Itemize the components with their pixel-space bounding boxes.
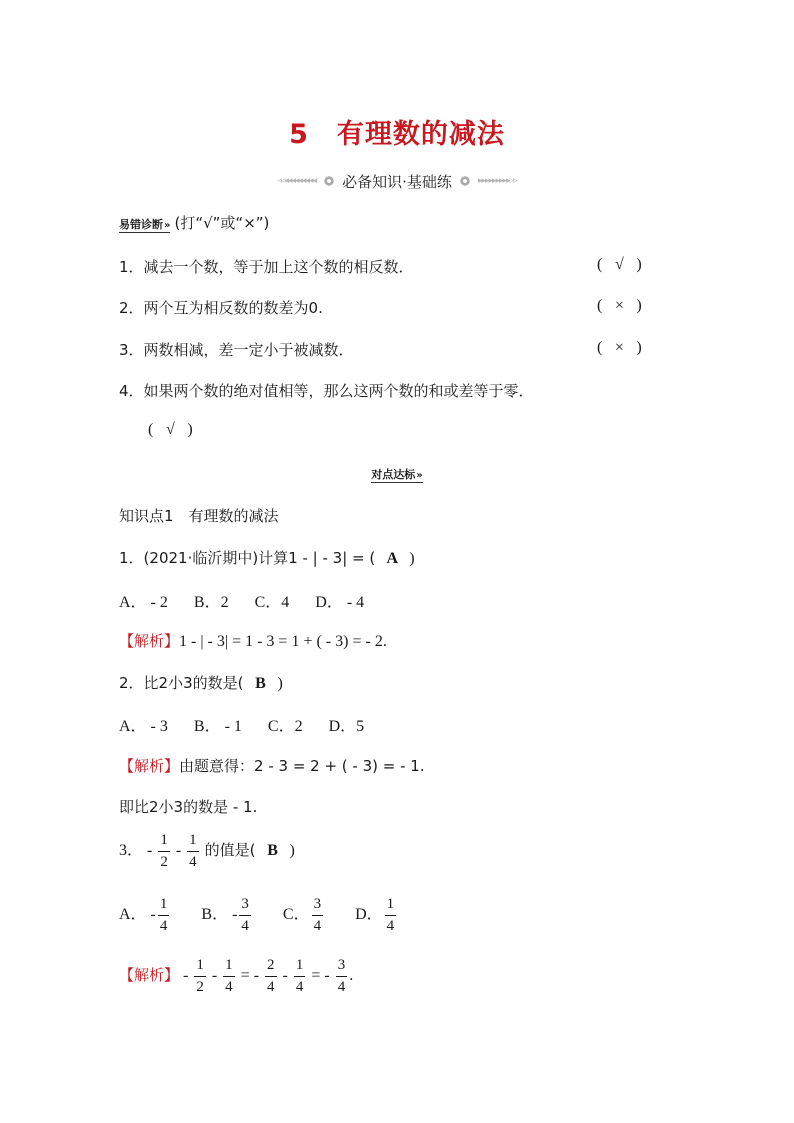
circle-ornament-icon (460, 176, 470, 186)
q1-option-b: B．2 (193, 594, 229, 611)
section-banner (0, 170, 794, 192)
right-decoration: ▸▸▸▸▸▸▸▸▸▹▹ (477, 176, 517, 186)
q3-option-c: C． $\frac{3}{4}$ (282, 896, 322, 934)
analysis-label: 【解析】 (119, 757, 180, 775)
fraction: $\frac{1}{4}$ (189, 832, 197, 870)
analysis-label: 【解析】 (119, 632, 180, 650)
tf-item-2: 2．两个互为相反数的数差为0. (119, 299, 323, 317)
section1-instruction: (打“√”或“×”) (174, 214, 270, 232)
left-decoration: ◃◃◂◂◂◂◂◂◂◂◂ (277, 176, 317, 186)
q2-option-a: A． - 3 (119, 718, 168, 735)
q1-option-c: C．4 (254, 594, 290, 611)
q2-option-b: B． - 1 (193, 718, 242, 735)
fraction: $\frac{3}{4}$ (241, 896, 249, 934)
q2-stem: 2．比2小3的数是( (119, 674, 244, 692)
fraction: $\frac{2}{4}$ (267, 957, 275, 995)
circle-ornament-icon (324, 176, 334, 186)
page-title (0, 112, 794, 151)
title-text: 有理数的减法 (336, 119, 505, 150)
q2-analysis (119, 755, 425, 776)
q3-option-d: D． $\frac{1}{4}$ (355, 896, 395, 934)
q1-options (119, 589, 364, 612)
section1-label: 易错诊断» (119, 218, 171, 231)
tf-answer-2: ( × ) (597, 297, 642, 314)
fraction: $\frac{3}{4}$ (313, 896, 322, 934)
title-number: 5 (289, 119, 309, 150)
q3-prefix: 3． - (119, 842, 153, 860)
q3-option-b: B． - $\frac{3}{4}$ (201, 896, 249, 934)
q1-option-a: A． - 2 (119, 594, 168, 611)
fraction: $\frac{1}{4}$ (295, 957, 304, 995)
q3-stem-suffix: 的值是( (204, 841, 256, 860)
q2-option-d: D．5 (328, 718, 365, 735)
section2-header (0, 465, 794, 483)
q1-option-d: D． - 4 (315, 594, 365, 611)
fraction: $\frac{3}{4}$ (337, 957, 346, 995)
question-2: 2．比2小3的数是( B ) (119, 674, 283, 692)
q2-analysis-text: 由题意得：2 - 3 = 2 + ( - 3) = - 1. (179, 757, 425, 775)
fraction: $\frac{1}{2}$ (160, 832, 168, 870)
q1-answer: A (386, 550, 399, 567)
tf-answer-3: ( × ) (597, 339, 642, 356)
tf-answer-1: ( √ ) (597, 256, 642, 273)
q1-stem: 1．(2021·临沂期中)计算1 - | - 3| = ( (119, 549, 376, 567)
question-1: 1．(2021·临沂期中)计算1 - | - 3| = ( A ) (119, 549, 415, 567)
q2-conclusion: 即比2小3的数是 - 1. (119, 798, 258, 816)
banner-text: 必备知识·基础练 (342, 172, 452, 191)
analysis-label: 【解析】 (119, 966, 180, 985)
fraction: $\frac{1}{4}$ (159, 896, 168, 934)
double-chevron-icon: » (164, 220, 171, 231)
tf-item-3: 3．两数相减，差一定小于被减数． (119, 341, 354, 359)
tf-answer-4: ( √ ) (148, 421, 193, 438)
q1-analysis-text: 1 - | - 3| = 1 - 3 = 1 + ( - 3) = - 2. (179, 633, 387, 650)
tf-item-1: 1．减去一个数，等于加上这个数的相反数． (119, 258, 414, 276)
tf-item-4: 4．如果两个数的绝对值相等，那么这两个数的和或差等于零． (119, 382, 534, 400)
fraction: $\frac{1}{2}$ (196, 957, 204, 995)
q2-options (119, 713, 364, 736)
section2-label: 对点达标» (371, 468, 423, 481)
double-chevron-icon: » (416, 470, 423, 481)
section1-header (119, 212, 269, 233)
knowledge-point-heading: 知识点1 有理数的减法 (119, 507, 279, 525)
q3-option-a: A． - $\frac{1}{4}$ (119, 896, 168, 934)
q2-option-c: C．2 (267, 718, 303, 735)
fraction: $\frac{1}{4}$ (386, 896, 395, 934)
q1-analysis (119, 630, 387, 651)
q2-answer: B (255, 675, 266, 692)
q3-analysis: 【解析】 - $\frac{1}{2}$ - $\frac{1}{4}$ = - $\frac{2}{4}$ - $\frac{1}{4}$ = - $\frac{3}{4}$ . (119, 957, 354, 995)
q3-answer: B (267, 842, 278, 860)
question-3: 3． - $\frac{1}{2}$ - $\frac{1}{4}$ 的值是( B ) (119, 832, 295, 870)
fraction: $\frac{1}{4}$ (225, 957, 233, 995)
q3-options (119, 897, 398, 934)
